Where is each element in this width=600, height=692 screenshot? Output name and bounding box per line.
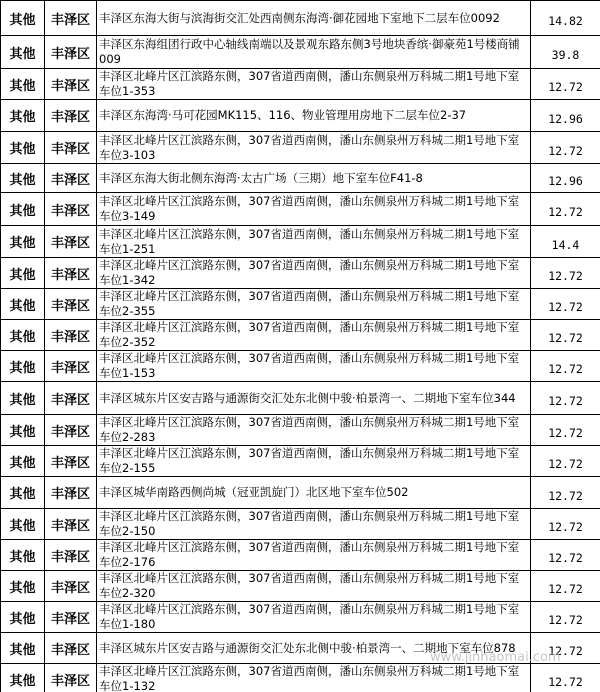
location-cell: 丰泽区北峰片区江滨路东侧，307省道西南侧，潘山东侧泉州万科城二期1号地下室车位1-132 xyxy=(97,664,531,692)
location-cell: 丰泽区北峰片区江滨路东侧，307省道西南侧，潘山东侧泉州万科城二期1号地下室车位2-150 xyxy=(97,509,531,540)
property-type-cell: 其他 xyxy=(1,100,45,132)
location-cell: 丰泽区北峰片区江滨路东侧，307省道西南侧，潘山东侧泉州万科城二期1号地下室车位1-153 xyxy=(97,351,531,382)
property-type-cell: 其他 xyxy=(1,633,45,664)
location-cell: 丰泽区东海湾·马可花园MK115、116、物业管理用房地下二层车位2-37 xyxy=(97,100,531,132)
area-cell: 12.72 xyxy=(531,509,600,540)
location-cell: 丰泽区东海组团行政中心轴线南端以及景观东路东侧3号地块香缤·御豪苑1号楼商铺009 xyxy=(97,36,531,69)
location-cell: 丰泽区北峰片区江滨路东侧，307省道西南侧，潘山东侧泉州万科城二期1号地下室车位2-283 xyxy=(97,415,531,446)
district-cell: 丰泽区 xyxy=(45,193,97,226)
property-type-cell: 其他 xyxy=(1,415,45,446)
district-cell: 丰泽区 xyxy=(45,351,97,382)
property-type-cell: 其他 xyxy=(1,540,45,571)
property-type-cell: 其他 xyxy=(1,258,45,289)
location-cell: 丰泽区城东片区安吉路与通源街交汇处东北侧中骏·柏景湾一、二期地下室车位344 xyxy=(97,382,531,415)
district-cell: 丰泽区 xyxy=(45,36,97,69)
property-type-cell: 其他 xyxy=(1,509,45,540)
location-cell: 丰泽区北峰片区江滨路东侧，307省道西南侧，潘山东侧泉州万科城二期1号地下室车位1-180 xyxy=(97,602,531,633)
table-row xyxy=(1,1,600,36)
table-row xyxy=(1,664,600,692)
area-cell: 12.96 xyxy=(531,164,600,193)
table-row xyxy=(1,571,600,602)
table-row xyxy=(1,446,600,477)
property-type-cell: 其他 xyxy=(1,132,45,164)
property-type-cell: 其他 xyxy=(1,571,45,602)
district-cell: 丰泽区 xyxy=(45,477,97,509)
area-cell: 39.8 xyxy=(531,36,600,69)
district-cell: 丰泽区 xyxy=(45,258,97,289)
district-cell: 丰泽区 xyxy=(45,164,97,193)
district-cell: 丰泽区 xyxy=(45,602,97,633)
district-cell: 丰泽区 xyxy=(45,320,97,351)
location-cell: 丰泽区北峰片区江滨路东侧，307省道西南侧，潘山东侧泉州万科城二期1号地下室车位1-251 xyxy=(97,226,531,258)
property-type-cell: 其他 xyxy=(1,164,45,193)
table-row xyxy=(1,164,600,193)
table-row xyxy=(1,36,600,69)
table-row xyxy=(1,100,600,132)
table-row xyxy=(1,540,600,571)
table-row xyxy=(1,320,600,351)
property-type-cell: 其他 xyxy=(1,351,45,382)
location-cell: 丰泽区北峰片区江滨路东侧，307省道西南侧，潘山东侧泉州万科城二期1号地下室车位2-352 xyxy=(97,320,531,351)
table-row xyxy=(1,477,600,509)
table-row xyxy=(1,351,600,382)
property-type-cell: 其他 xyxy=(1,36,45,69)
location-cell: 丰泽区城东片区安吉路与通源街交汇处东北侧中骏·柏景湾一、二期地下室车位878 xyxy=(97,633,531,664)
table-row xyxy=(1,226,600,258)
district-cell: 丰泽区 xyxy=(45,446,97,477)
district-cell: 丰泽区 xyxy=(45,633,97,664)
area-cell: 12.72 xyxy=(531,540,600,571)
location-cell: 丰泽区城华南路西侧尚城（冠亚凯旋门）北区地下室车位502 xyxy=(97,477,531,509)
district-cell: 丰泽区 xyxy=(45,100,97,132)
table-row xyxy=(1,415,600,446)
table-row xyxy=(1,509,600,540)
property-type-cell: 其他 xyxy=(1,69,45,100)
table-row xyxy=(1,132,600,164)
location-cell: 丰泽区北峰片区江滨路东侧，307省道西南侧，潘山东侧泉州万科城二期1号地下室车位3-103 xyxy=(97,132,531,164)
location-cell: 丰泽区东海大街与滨海街交汇处西南侧东海湾·御花园地下室地下二层车位0092 xyxy=(97,1,531,36)
area-cell: 12.72 xyxy=(531,382,600,415)
property-type-cell: 其他 xyxy=(1,289,45,320)
area-cell: 12.72 xyxy=(531,633,600,664)
property-type-cell: 其他 xyxy=(1,477,45,509)
property-type-cell: 其他 xyxy=(1,602,45,633)
area-cell: 12.72 xyxy=(531,69,600,100)
area-cell: 14.82 xyxy=(531,1,600,36)
district-cell: 丰泽区 xyxy=(45,382,97,415)
area-cell: 12.72 xyxy=(531,571,600,602)
area-cell: 14.4 xyxy=(531,226,600,258)
location-cell: 丰泽区北峰片区江滨路东侧，307省道西南侧，潘山东侧泉州万科城二期1号地下室车位1-342 xyxy=(97,258,531,289)
area-cell: 12.72 xyxy=(531,602,600,633)
area-cell: 12.96 xyxy=(531,100,600,132)
location-cell: 丰泽区北峰片区江滨路东侧，307省道西南侧，潘山东侧泉州万科城二期1号地下室车位2-355 xyxy=(97,289,531,320)
district-cell: 丰泽区 xyxy=(45,540,97,571)
location-cell: 丰泽区北峰片区江滨路东侧，307省道西南侧，潘山东侧泉州万科城二期1号地下室车位2-155 xyxy=(97,446,531,477)
area-cell: 12.72 xyxy=(531,664,600,692)
table-row xyxy=(1,602,600,633)
district-cell: 丰泽区 xyxy=(45,571,97,602)
watermark: www.jinhaomai.com xyxy=(430,650,561,665)
location-cell: 丰泽区北峰片区江滨路东侧，307省道西南侧，潘山东侧泉州万科城二期1号地下室车位2-320 xyxy=(97,571,531,602)
area-cell: 12.72 xyxy=(531,415,600,446)
district-cell: 丰泽区 xyxy=(45,509,97,540)
area-cell: 12.72 xyxy=(531,289,600,320)
property-type-cell: 其他 xyxy=(1,193,45,226)
area-cell: 12.72 xyxy=(531,193,600,226)
area-cell: 12.72 xyxy=(531,477,600,509)
area-cell: 12.72 xyxy=(531,446,600,477)
area-cell: 12.72 xyxy=(531,258,600,289)
district-cell: 丰泽区 xyxy=(45,132,97,164)
table-row xyxy=(1,289,600,320)
property-type-cell: 其他 xyxy=(1,320,45,351)
district-cell: 丰泽区 xyxy=(45,289,97,320)
location-cell: 丰泽区东海大街北侧东海湾·太古广场（三期）地下室车位F41-8 xyxy=(97,164,531,193)
district-cell: 丰泽区 xyxy=(45,664,97,692)
area-cell: 12.72 xyxy=(531,132,600,164)
district-cell: 丰泽区 xyxy=(45,69,97,100)
table-row xyxy=(1,193,600,226)
property-type-cell: 其他 xyxy=(1,664,45,692)
area-cell: 12.72 xyxy=(531,320,600,351)
table-row xyxy=(1,258,600,289)
district-cell: 丰泽区 xyxy=(45,415,97,446)
location-cell: 丰泽区北峰片区江滨路东侧，307省道西南侧，潘山东侧泉州万科城二期1号地下室车位2-176 xyxy=(97,540,531,571)
property-type-cell: 其他 xyxy=(1,446,45,477)
property-type-cell: 其他 xyxy=(1,382,45,415)
table-row xyxy=(1,382,600,415)
district-cell: 丰泽区 xyxy=(45,226,97,258)
table-row xyxy=(1,69,600,100)
property-type-cell: 其他 xyxy=(1,1,45,36)
district-cell: 丰泽区 xyxy=(45,1,97,36)
area-cell: 12.72 xyxy=(531,351,600,382)
location-cell: 丰泽区北峰片区江滨路东侧，307省道西南侧，潘山东侧泉州万科城二期1号地下室车位3-149 xyxy=(97,193,531,226)
location-cell: 丰泽区北峰片区江滨路东侧，307省道西南侧，潘山东侧泉州万科城二期1号地下室车位1-353 xyxy=(97,69,531,100)
property-type-cell: 其他 xyxy=(1,226,45,258)
